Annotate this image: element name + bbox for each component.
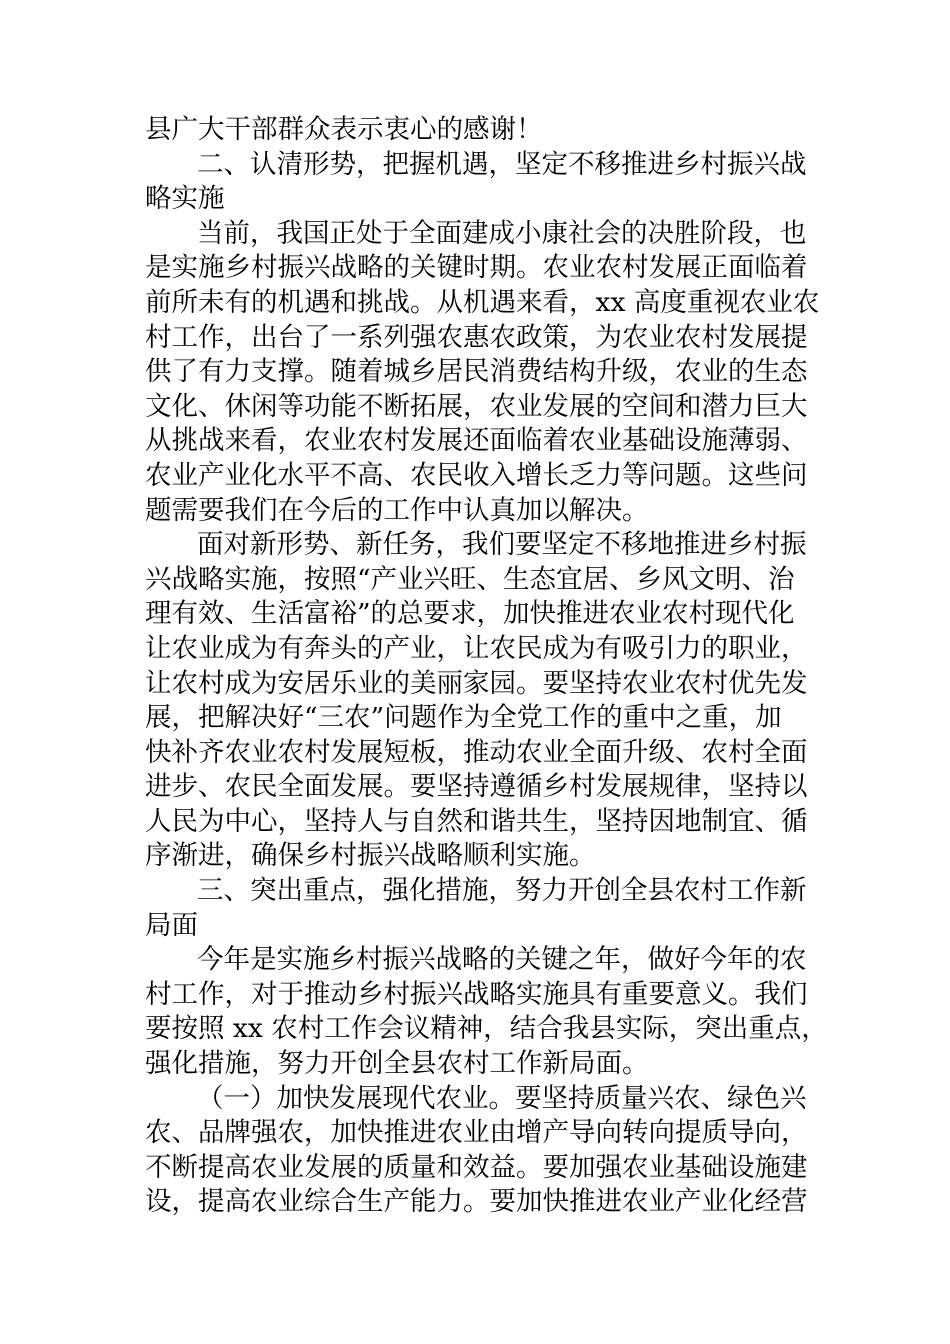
paragraph-first-line: 三、突出重点，强化措施，努力开创全县农村工作新: [197, 875, 807, 907]
paragraph-first-line: 面对新形势、新任务，我们要坚定不移地推进乡村振: [197, 529, 807, 561]
text-line: 县广大干部群众表示衷心的感谢！: [145, 114, 543, 145]
text-line: 前所未有的机遇和挑战。从机遇来看，xx 高度重视农业农: [145, 286, 820, 318]
text-line: 从挑战来看，农业农村发展还面临着农业基础设施薄弱、: [145, 425, 808, 457]
paragraph-first-line: （一）加快发展现代农业。要坚持质量兴农、绿色兴: [197, 1082, 807, 1114]
text-line: 让农村成为安居乐业的美丽家园。要坚持农业农村优先发: [145, 667, 808, 699]
text-line: 设，提高农业综合生产能力。要加快推进农业产业化经营: [145, 1186, 808, 1218]
text-line: 展，把解决好“三农”问题作为全党工作的重中之重，加: [145, 702, 782, 734]
text-line: 理有效、生活富裕”的总要求，加快推进农业农村现代化: [145, 598, 795, 630]
text-line: 强化措施，努力开创全县农村工作新局面。: [145, 1048, 649, 1080]
text-line: 序渐进，确保乡村振兴战略顺利实施。: [145, 840, 596, 872]
text-line: 村工作，对于推动乡村振兴战略实施具有重要意义。我们: [145, 978, 808, 1010]
text-line: 文化、休闲等功能不断拓展，农业发展的空间和潜力巨大: [145, 390, 808, 422]
paragraph-first-line: 二、认清形势，把握机遇，坚定不移推进乡村振兴战: [197, 148, 807, 180]
text-line: 人民为中心，坚持人与自然和谐共生，坚持因地制宜、循: [145, 805, 808, 837]
text-line: 村工作，出台了一系列强农惠农政策，为农业农村发展提: [145, 321, 808, 353]
paragraph-first-line: 今年是实施乡村振兴战略的关键之年，做好今年的农: [197, 944, 807, 976]
text-line: 快补齐农业农村发展短板，推动农业全面升级、农村全面: [145, 736, 808, 768]
text-line: 进步、农民全面发展。要坚持遵循乡村发展规律，坚持以: [145, 771, 808, 803]
text-line: 不断提高农业发展的质量和效益。要加强农业基础设施建: [145, 1151, 808, 1183]
text-line: 题需要我们在今后的工作中认真加以解决。: [145, 494, 649, 526]
paragraph-first-line: 当前，我国正处于全面建成小康社会的决胜阶段，也: [197, 217, 807, 249]
text-line: 农、品牌强农，加快推进农业由增产导向转向提质导向，: [145, 1117, 808, 1149]
text-line: 兴战略实施，按照“产业兴旺、生态宜居、乡风文明、治: [145, 563, 795, 595]
text-line: 让农业成为有奔头的产业，让农民成为有吸引力的职业，: [145, 632, 808, 664]
document-body: [145, 113, 828, 1220]
text-line: 略实施: [145, 183, 225, 215]
text-line: 要按照 xx 农村工作会议精神，结合我县实际，突出重点，: [145, 1013, 828, 1045]
text-line: 农业产业化水平不高、农民收入增长乏力等问题。这些问: [145, 459, 808, 491]
text-line: 供了有力支撑。随着城乡居民消费结构升级，农业的生态: [145, 356, 808, 388]
text-line: 是实施乡村振兴战略的关键时期。农业农村发展正面临着: [145, 252, 808, 284]
text-line: 局面: [145, 909, 198, 941]
